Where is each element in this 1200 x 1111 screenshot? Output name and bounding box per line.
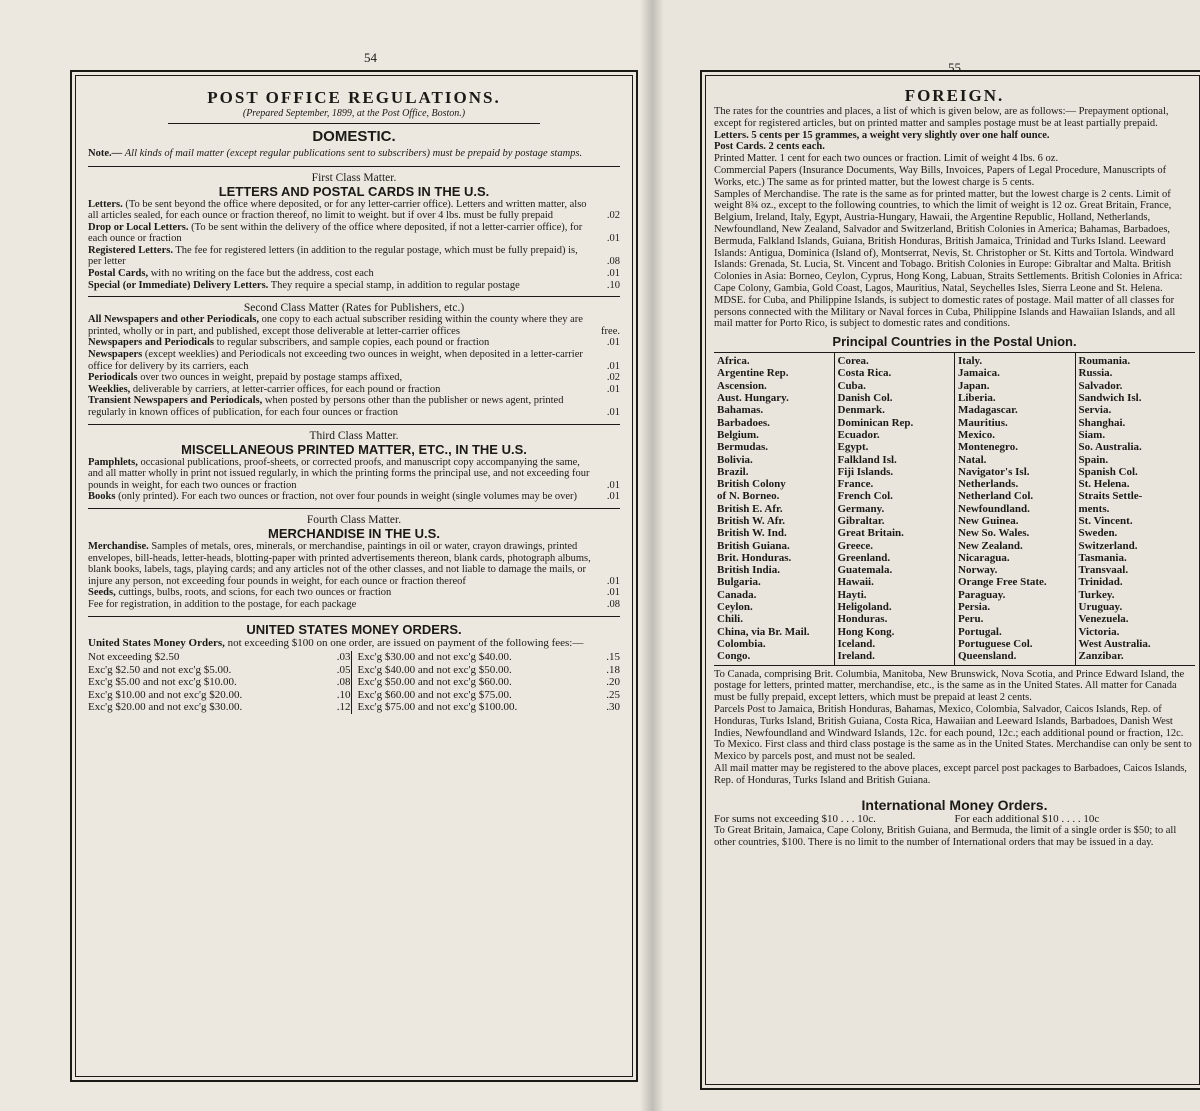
rate-entry: Fee for registration, in addition to the postage, for each package .08: [88, 598, 620, 610]
rate-entry: Special (or Immediate) Delivery Letters. They require a special stamp, in addition to regular postage .10: [88, 279, 620, 291]
country-name: Mauritius.: [958, 416, 1008, 429]
country-name: Honduras.: [837, 613, 888, 626]
intl-fee-row: [714, 813, 1195, 826]
country-name: Gibraltar.: [837, 515, 885, 527]
country-name: Transvaal.: [1078, 564, 1129, 577]
country-name: Costa Rica.: [837, 367, 892, 380]
domestic-heading: DOMESTIC.: [312, 128, 396, 145]
countries-column: [714, 353, 834, 664]
rate-value: .01: [606, 360, 620, 372]
fee-row: Exc'g $2.50 and not exc'g $5.00. .05: [88, 663, 351, 676]
country-name: Greenland.: [837, 551, 891, 564]
money-orders-intro: United States Money Orders, not exceeding $100 on one order, are issued on payment of the following fees:—: [88, 636, 584, 649]
rate-entry: Seeds, cuttings, bulbs, roots, and scions, for each two ounces or fraction .01: [88, 587, 620, 599]
country-name: Straits Settle-: [1078, 490, 1143, 503]
fee-row: Exc'g $60.00 and not exc'g $75.00. .25: [357, 688, 620, 701]
country-name: St. Vincent.: [1078, 515, 1133, 527]
country-name: Italy.: [958, 355, 983, 368]
intl-fee-left: For sums not exceeding $10 . . . 10c.: [714, 812, 876, 825]
intl-fee-right: For each additional $10 . . . . 10c: [954, 812, 1100, 825]
rate-value: .01: [606, 407, 620, 418]
country-name: Bulgaria.: [717, 576, 761, 589]
country-name: Colombia.: [717, 637, 766, 650]
note: Note.— All kinds of mail matter (except regular publications sent to subscribers) must be prepaid by postage stamps.: [88, 148, 583, 159]
rate-value: .01: [606, 233, 620, 245]
fee-row: Exc'g $30.00 and not exc'g $40.00. .15: [357, 651, 620, 664]
country-name: ments.: [1078, 502, 1110, 515]
printed-matter-rate: Printed Matter. 1 cent for each two ounces or fraction. Limit of weight 4 lbs. 6 oz.: [714, 153, 1059, 165]
country-name: Portugal.: [958, 625, 1002, 638]
country-name: New Zealand.: [958, 539, 1023, 552]
country-name: Ascension.: [717, 379, 767, 392]
country-name: Spain.: [1078, 453, 1109, 466]
country-name: Liberia.: [958, 392, 996, 405]
money-orders-heading: UNITED STATES MONEY ORDERS.: [246, 621, 462, 637]
rate-entry: Periodicals over two ounces in weight, prepaid by postage stamps affixed, .02: [88, 372, 620, 384]
country-name: Ceylon.: [717, 601, 753, 614]
fee-row: Exc'g $50.00 and not exc'g $60.00. .20: [357, 676, 620, 689]
rate-entry: Newspapers (except weeklies) and Periodicals not exceeding two ounces in weight, when deposited in a letter-carrier office for delivery by its carriers, each .01: [88, 349, 620, 372]
rate-value: .02: [606, 372, 620, 384]
rate-value: .08: [606, 598, 620, 610]
country-name: New So. Wales.: [958, 527, 1030, 540]
third-class-subheading: MISCELLANEOUS PRINTED MATTER, ETC., IN THE U.S.: [181, 441, 527, 457]
country-name: Japan.: [958, 379, 990, 392]
country-name: Aust. Hungary.: [717, 392, 789, 405]
parcels-post-note: Parcels Post to Jamaica, British Honduras, Bahamas, Mexico, Colombia, Salvador, Caicos Islands, Rep. of Honduras, Turks Island, British Guiana, Costa Rica, Hawaiian and Leeward Islands, Barbadoes, Danish West Indies, Newfoundland and Windward Islands, 12c. for each pound, 12c.; each additional pound or fraction, 12c.: [714, 703, 1184, 739]
fee-row: Exc'g $40.00 and not exc'g $50.00. .18: [357, 663, 620, 676]
fee-row: Exc'g $10.00 and not exc'g $20.00. .10: [88, 688, 351, 701]
country-name: Netherland Col.: [958, 490, 1034, 503]
country-name: Brazil.: [717, 465, 749, 478]
country-name: Uruguay.: [1078, 601, 1123, 614]
country-name: French Col.: [837, 490, 893, 503]
rate-entry: Letters. (To be sent beyond the office where deposited, or for any letter-carrier office). Letters and written matter, also all articles sealed, for each ounce or fraction thereof, no limit to weight. but if over 4 lbs. must be fully prepaid .02: [88, 198, 620, 222]
country-name: Denmark.: [837, 404, 885, 417]
page-number: 54: [364, 50, 377, 65]
fee-row: Exc'g $5.00 and not exc'g $10.00. .08: [88, 676, 351, 689]
page-number: 55: [948, 60, 961, 75]
country-name: British Colony: [717, 478, 786, 491]
country-name: Portuguese Col.: [958, 637, 1033, 650]
country-name: Ecuador.: [837, 428, 880, 441]
country-name: British W. Afr.: [717, 515, 786, 527]
country-name: Montenegro.: [958, 441, 1018, 454]
country-name: of N. Borneo.: [717, 490, 780, 503]
rate-value: .01: [606, 337, 620, 349]
rate-value: .10: [606, 279, 620, 291]
country-name: Mexico.: [958, 428, 995, 441]
country-name: British Guiana.: [717, 539, 790, 552]
rate-value: .01: [606, 268, 620, 280]
fee-column-right: [351, 651, 621, 714]
country-name: Zanzibar.: [1078, 650, 1124, 663]
country-name: Madagascar.: [958, 404, 1018, 417]
country-name: Persia.: [958, 601, 991, 614]
country-name: Natal.: [958, 453, 987, 466]
intl-limit-note: To Great Britain, Jamaica, Cape Colony, British Guiana, and Bermuda, the limit of a single order is $50; to all other countries, $100. There is no limit to the number of International orders that may be issued in a day.: [714, 825, 1177, 848]
country-name: Paraguay.: [958, 588, 1006, 601]
country-name: Cuba.: [837, 379, 866, 392]
country-name: Bermudas.: [717, 441, 769, 454]
canada-note: To Canada, comprising Brit. Columbia, Manitoba, New Brunswick, Nova Scotia, and Prince Edward Island, the postage for letters, printed matter, merchandise, etc., is the same as in the United States. All matter for Canada must be fully prepaid, except letters, which must be prepaid at least 2 cents.: [714, 668, 1185, 704]
fee-row: Exc'g $75.00 and not exc'g $100.00. .30: [357, 701, 620, 714]
country-name: West Australia.: [1078, 637, 1151, 650]
rate-entry: Newspapers and Periodicals to regular subscribers, and sample copies, each pound or fraction .01: [88, 337, 620, 349]
rate-entry: Books (only printed). For each two ounces or fraction, not over four pounds in weight (single volumes may be over) .01: [88, 491, 620, 503]
country-name: Netherlands.: [958, 478, 1019, 491]
country-name: Barbadoes.: [717, 416, 770, 429]
country-name: Venezuela.: [1078, 613, 1129, 626]
country-name: Siam.: [1078, 428, 1106, 441]
commercial-papers-rate: Commercial Papers (Insurance Documents, Way Bills, Invoices, Papers of Legal Procedure, Manuscripts of Works, etc.) The same as for printed matter, but the lowest charge is 5 cents.: [714, 164, 1167, 188]
country-name: Greece.: [837, 539, 874, 552]
countries-column: [1075, 353, 1196, 664]
country-name: Falkland Isl.: [837, 453, 897, 466]
page-title: FOREIGN.: [904, 86, 1005, 105]
country-name: Jamaica.: [958, 367, 1000, 380]
country-name: Shanghai.: [1078, 416, 1126, 429]
rate-value: .08: [606, 256, 620, 268]
mexico-note: To Mexico. First class and third class postage is the same as in the United States. Merchandise can only be sent to Mexico by parcels post, and must not be sealed.: [714, 739, 1192, 763]
fourth-class-heading: Fourth Class Matter.: [306, 513, 402, 526]
country-name: So. Australia.: [1078, 441, 1142, 454]
fourth-class-list: [88, 541, 620, 611]
country-name: Fiji Islands.: [837, 465, 894, 478]
country-name: New Guinea.: [958, 515, 1019, 527]
country-name: Hayti.: [837, 588, 867, 601]
left-frame: [70, 70, 638, 1082]
country-name: Queensland.: [958, 650, 1017, 663]
first-class-subheading: LETTERS AND POSTAL CARDS IN THE U.S.: [218, 183, 490, 199]
country-name: Corea.: [837, 355, 869, 368]
country-name: Congo.: [717, 650, 751, 663]
third-class-heading: Third Class Matter.: [309, 429, 399, 442]
country-name: Sweden.: [1078, 527, 1118, 540]
country-name: British E. Afr.: [717, 502, 783, 515]
country-name: Nicaragua.: [958, 551, 1010, 564]
country-name: Peru.: [958, 613, 984, 626]
country-name: France.: [837, 478, 874, 491]
countries-heading: Principal Countries in the Postal Union.: [832, 334, 1077, 350]
country-name: Argentine Rep.: [717, 367, 789, 380]
international-money-orders-heading: International Money Orders.: [861, 796, 1048, 813]
country-name: Sandwich Isl.: [1078, 392, 1142, 405]
country-name: Russia.: [1078, 367, 1113, 380]
rate-entry: Postal Cards, with no writing on the face but the address, cost each .01: [88, 268, 620, 280]
country-name: Tasmania.: [1078, 551, 1127, 564]
country-name: Roumania.: [1078, 355, 1131, 368]
third-class-list: [88, 457, 620, 503]
country-name: Switzerland.: [1078, 539, 1138, 552]
country-name: Orange Free State.: [958, 576, 1047, 589]
fee-row: Exc'g $20.00 and not exc'g $30.00. .12: [88, 701, 351, 714]
fee-column-left: [88, 651, 351, 714]
money-order-fee-table: [88, 651, 620, 714]
country-name: Heligoland.: [837, 601, 892, 614]
second-class-list: [88, 314, 620, 418]
country-name: Africa.: [717, 355, 750, 368]
intro-paragraph: The rates for the countries and places, a list of which is given below, are as follows:— Prepayment optional, except for registered articles, but on printed matter and samples postage must be at least partially prepaid.: [714, 106, 1169, 129]
country-name: British W. Ind.: [717, 527, 787, 540]
prepared-note: (Prepared September, 1899, at the Post Office, Boston.): [242, 108, 466, 119]
rate-entry: Registered Letters. The fee for registered letters (in addition to the regular postage, which must be fully prepaid) is, per letter .08: [88, 244, 620, 268]
country-name: Brit. Honduras.: [717, 551, 792, 564]
countries-column: [954, 353, 1075, 664]
country-name: Great Britain.: [837, 527, 904, 540]
country-name: Canada.: [717, 588, 757, 601]
samples-rate: Samples of Merchandise. The rate is the same as for printed matter, but the lowest charge is 2 cents. Limit of weight 8¾ oz., except to the following countries, to which the limit of weight is 12 oz. Great Britain, France, Belgium, Ireland, Italy, Egypt, Austria-Hungary, Hawaii, the Argentine Republic, Holland, Netherlands, Newfoundland, New Zealand, Salvador and Switzerland, British Colonies in America; Bahamas, Barbadoes, Bermuda, Falkland Islands, Guiana, British Honduras, British Jamaica, Trinidad and Turks Island. Leeward Islands: Antigua, Dominica (Island of), Montserrat, Nevis, St. Christopher or St. Kitts and Tortola. Windward Islands: Grenada, St. Lucia, St. Vincent and Tobago. British Colonies in Europe: Gibraltar and Malta. British Colonies in Asia: Borneo, Ceylon, Cyprus, Hong Kong, Labuan, Straits Settlements. British Colonies in Africa: Cape Colony, Gambia, Gold Coast, Lagos, Mauritius, Natal, Seychelles Isles, Sierra Leone and St. Helena.: [714, 188, 1183, 294]
rate-entry: Transient Newspapers and Periodicals, when posted by persons other than the publisher or news agent, printed regularly in known offices of publication, for each four ounces or fraction .01: [88, 395, 620, 418]
rate-entry: Pamphlets, occasional publications, proof-sheets, or corrected proofs, and manuscript copy accompanying the same, and all matter wholly in print not issued regularly, in which the printing forms the principal use, and not exceeding four pounds in weight, for each two ounces or fraction .01: [88, 456, 620, 491]
country-name: Servia.: [1078, 404, 1112, 417]
country-name: British India.: [717, 564, 780, 577]
letters-rate: Letters. 5 cents per 15 grammes, a weight very slightly over one half ounce.: [714, 129, 1050, 141]
country-name: Trinidad.: [1078, 576, 1123, 589]
country-name: Germany.: [837, 502, 885, 515]
country-name: Dominican Rep.: [837, 416, 914, 429]
registered-note: All mail matter may be registered to the above places, except parcel post packages to Barbadoes, Caicos Islands, Rep. of Honduras, Turks Island and British Guiana.: [714, 762, 1187, 786]
country-name: Danish Col.: [837, 392, 893, 405]
right-page: [652, 0, 1200, 1111]
right-frame: [700, 70, 1200, 1090]
country-name: Norway.: [958, 564, 998, 577]
fee-row: Not exceeding $2.50 .03: [88, 651, 351, 664]
rate-entry: Drop or Local Letters. (To be sent within the delivery of the office where deposited, if not a letter-carrier office), for each ounce or fraction .01: [88, 221, 620, 245]
country-name: China, via Br. Mail.: [717, 625, 810, 638]
country-name: Hawaii.: [837, 576, 874, 589]
rate-entry: Merchandise. Samples of metals, ores, minerals, or merchandise, paintings in oil or water, crayon drawings, printed envelopes, bill-heads, letter-heads, blotting-paper with printed advertisements thereon, blank cards, photograph albums, blank books, labels, tags, playing cards; and any articles not of the other classes, and not liable to damage the mails, or injure any person, not exceeding four pounds in weight, for each ounce or fraction thereof .01: [88, 540, 620, 587]
country-name: St. Helena.: [1078, 478, 1130, 491]
country-name: Newfoundland.: [958, 502, 1030, 515]
rate-value: .01: [606, 575, 620, 587]
country-name: Spanish Col.: [1078, 465, 1138, 478]
rate-entry: Weeklies, deliverable by carriers, at letter-carrier offices, for each pound or fraction .01: [88, 383, 620, 395]
country-name: Salvador.: [1078, 379, 1123, 392]
country-name: Iceland.: [837, 637, 876, 650]
country-name: Bahamas.: [717, 404, 764, 417]
rate-entry: All Newspapers and other Periodicals, one copy to each actual subscriber residing within the county where they are printed, wholly or in part, and published, except those deliverable at letter-carrier offices free.: [88, 314, 620, 337]
rate-value: .01: [606, 587, 620, 599]
country-name: Navigator's Isl.: [958, 465, 1030, 478]
first-class-list: [88, 199, 620, 292]
country-name: Belgium.: [717, 428, 759, 441]
country-name: Guatemala.: [837, 564, 893, 577]
post-cards-rate: Post Cards. 2 cents each.: [714, 141, 825, 153]
fourth-class-subheading: MERCHANDISE IN THE U.S.: [268, 525, 440, 541]
first-class-heading: First Class Matter.: [311, 171, 397, 184]
country-name: Chili.: [717, 613, 743, 626]
country-name: Bolivia.: [717, 453, 753, 466]
second-class-heading: Second Class Matter (Rates for Publishers, etc.): [243, 302, 465, 315]
page-title: POST OFFICE REGULATIONS.: [207, 88, 501, 107]
countries-column: [834, 353, 955, 664]
rate-value: free.: [601, 325, 620, 337]
country-name: Hong Kong.: [837, 625, 895, 638]
country-name: Turkey.: [1078, 588, 1115, 601]
mdse-cuba-note: MDSE. for Cuba, and Philippine Islands, is subject to domestic rates of postage. Mail matter of all classes for persons connected with the Military or Naval forces in Cuba, Philippine Islands and Hawaiian Islands, and all mail matter for Porto Rico, is subject to domestic rates and conditions.: [714, 294, 1176, 330]
country-name: Ireland.: [837, 650, 875, 663]
countries-table: [714, 352, 1195, 665]
rate-value: .01: [606, 383, 620, 395]
country-name: Victoria.: [1078, 625, 1120, 638]
rate-value: .02: [606, 210, 620, 222]
rate-value: .01: [606, 479, 620, 491]
rate-value: .01: [606, 491, 620, 503]
country-name: Egypt.: [837, 441, 869, 454]
